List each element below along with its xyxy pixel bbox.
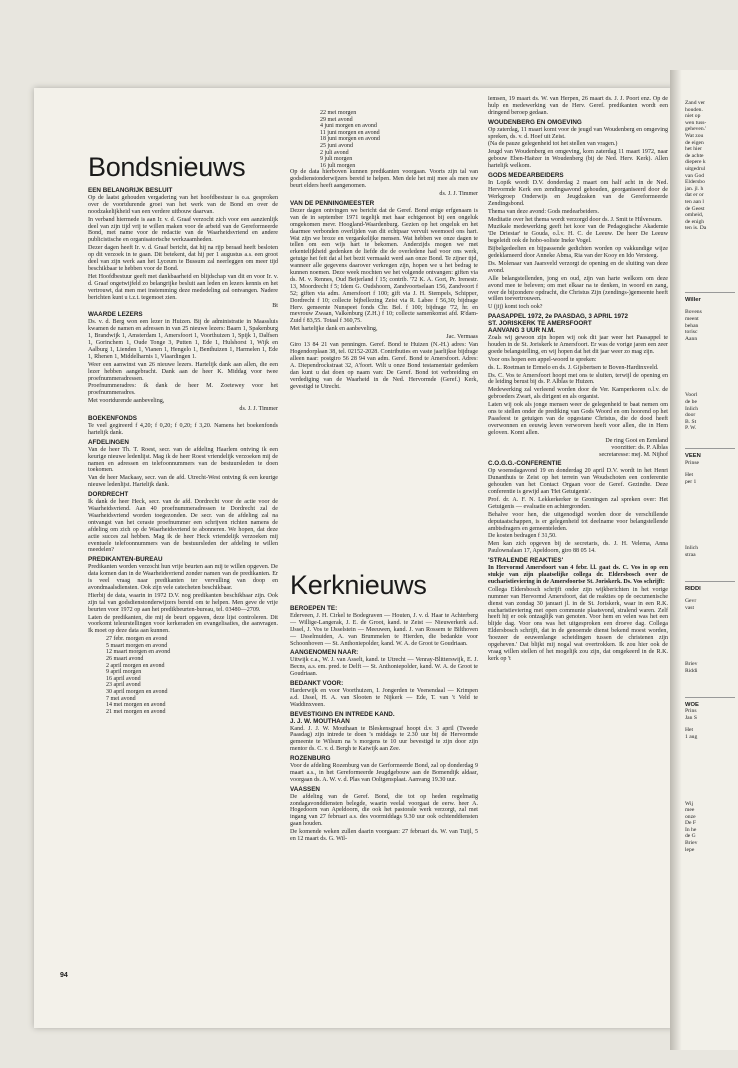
article-title: AANGENOMEN NAAR: — [290, 649, 359, 657]
page-number: 94 — [60, 972, 68, 979]
text-fragment: Aann — [685, 335, 698, 342]
list-item: 18 juni morgen en avond — [320, 136, 380, 143]
text-fragment: Zand ver — [685, 100, 706, 106]
text-fragment: per 1 — [685, 478, 697, 485]
paragraph: In Lopik wordt D.V. donderdag 2 maart om half acht in de Ned. Hervormde Kerk een zendingsavond gehouden, georganiseerd door de Werkgroep Onderwijs en Jeugdzaken van de Gereformeerde Zendingsbond. — [488, 179, 668, 207]
article-title: GODS MEDEARBEIDERS — [488, 172, 564, 180]
text-fragment: Briev — [685, 661, 698, 668]
text-fragment: Briev — [685, 840, 698, 847]
paragraph: Laten de predikanten, die mij de beurt opgaven, deze lijst controleren. Dit voorkomt teleurstellingen voor kerkeraden en evangelisaties, die aanvragen. Ik moet op deze data aan kunnen. — [88, 614, 278, 635]
list-item: 30 april morgen en avond — [106, 689, 168, 696]
paragraph: lemsen, 19 maart ds. W. van Herpen, 26 maart ds. J. J. Poort enz. Op de hulp en medewerking van de Herv. Geref. predikanten wordt een dringend beroep gedaan. — [488, 96, 668, 116]
text-fragment: RIDDI — [685, 585, 701, 592]
text-fragment: dat er or — [685, 192, 704, 199]
text-fragment: de Geest — [685, 205, 705, 212]
list-item: 21 mei morgen en avond — [106, 708, 166, 715]
article-title: DORDRECHT — [88, 491, 129, 499]
text-fragment: Prinse — [685, 459, 699, 466]
paragraph: Voor ons hopen een appel-woord te spreken: — [488, 356, 597, 363]
article-title: PAASAPPEL 1972, 2e PAASDAG, 3 APRIL 1972 — [488, 313, 628, 321]
text-fragment: Prins — [685, 708, 697, 715]
divider — [685, 581, 735, 582]
text-fragment: Eldersbo — [685, 179, 705, 186]
list-item: 16 april avond — [106, 675, 141, 682]
paragraph: Proefnummeradres: ik dank de heer M. Zoetewey voor het proefnummeradres. — [88, 383, 278, 397]
list-item: 22 mei morgen — [320, 110, 357, 116]
article-title: C.O.G.G.-CONFERENTIE — [488, 460, 562, 468]
text-fragment: Wij — [685, 800, 694, 807]
paragraph: Muzikale medewerking geeft het koor van de Pedagogische Akademie 'De Driestar' te Gouda, o.l.v. H. C. de Leeuw. De heer De Leeuw begeleidt ook de hobo-soliste Ineke Vogel. — [488, 224, 668, 245]
signature: Bt — [272, 302, 278, 309]
text-fragment: 1 aug — [685, 733, 698, 740]
text-fragment: ten is. Da — [685, 225, 707, 232]
text-fragment: Willer — [685, 296, 701, 303]
text-fragment: het hier — [685, 146, 702, 153]
article-title: 'STRALENDE REAKTIES' — [488, 557, 564, 565]
text-fragment: Jan S — [685, 714, 697, 721]
text-fragment: wen tuss- — [685, 119, 707, 126]
paragraph: Hierbij de data, waarin in 1972 D.V. nog predikanten beschikbaar zijn. Ook zijn tal van godsdienstonderwijzers bereid om te helpen. Men geve de vrije beurten voor 1972 op aan het predikbeurten-bureau, tel. 03480—2709. — [88, 592, 278, 613]
signature: ds. J. J. Timmer — [439, 191, 478, 198]
paragraph: Alle belangstellenden, jong en oud, zijn van harte welkom om deze avond mee te beleven; om met elkaar na te denken, in woord en zang, over de bijzondere opdracht, die Christus Zijn (zendings-)gemeente heeft willen toevertrouwen. — [488, 275, 668, 303]
column-bondsnieuws — [88, 152, 278, 952]
text-fragment: B. St — [685, 418, 697, 425]
paragraph: Behalve voor hen, die uitgenodigd worden door de verschillende deputaatschappen, is er gelegenheid tot deelname voor belangstellende ambtsdragers en gemeenteleden. — [488, 511, 668, 532]
text-fragment: P. W. — [685, 425, 697, 432]
paragraph: Het Hoofdbestuur geeft met dankbaarheid en blijdschap van dit en voor Ir. v. d. Graaf ongetwijfeld zo belangrijke besluit aan leden en lezers kennis en het vertrouwt, dat men met instemming deze mededeling zal ontvangen. Nadere berichten kunt u t.z.t. tegemoet zien. — [88, 273, 278, 301]
list-item: 12 maart morgen en avond — [106, 649, 171, 656]
text-fragment: lepe — [685, 846, 695, 853]
date-list — [290, 110, 478, 169]
text-fragment: ten aan l — [685, 198, 704, 205]
list-item: 11 juni morgen en avond — [320, 129, 380, 136]
list-item: 25 juni avond — [320, 142, 353, 149]
text-fragment: de G — [685, 833, 696, 840]
article-title: BEROEPEN TE: — [290, 605, 338, 612]
paragraph: Op de laatst gehouden vergadering van het hoofdbestuur is o.a. gesproken over de voortdurende groei van het werk van de Bond en over de noodzakelijkheid van een verdere uitbouw daarvan. — [88, 194, 278, 215]
paragraph: Uitwijk c.a., W. J. van Asselt, kand. te Utrecht — Venray-Blitterswijk, E. J. Becns, a.s. em. pred. te Delft — St. Anthoniepolder, kand. W. A. de Groot te Goudriaan. — [290, 657, 478, 678]
paragraph: Ik dank de heer Heck, secr. van de afd. Dordrecht voor de actie voor de Waarheidsvriend. Aan 40 proefnummeradressen te Dordrecht zal de Waarheidsvriend worden toegezonden. De secr. van de afdeling zal na ontvangst van het ceraste proefnummer een schrijven richten namens de afdeling om zich op de Waarheidsvriend te abonneren. We hopen, dat deze actie succes zal hebben. Mag ik de heer Heck vriendelijk verzoeken mij eventuele telefoonnummers van de bestuursleden der afdeling te willen meedelen? — [88, 499, 278, 554]
list-item: 5 maart morgen en avond — [106, 642, 168, 649]
list-item: 14 mei morgen en avond — [106, 702, 166, 709]
text-fragment: houden. — [685, 106, 703, 113]
paragraph: De afdeling van de Geref. Bond, die tot op heden regelmatig zondagavonddiensten belegde, waarin veelal voorgaat de eerw. heer A. Hogedoorn van Apeldoorn, die ook het pastorale werk verzorgt, zal met ingang van 27 februari a.s. des voormiddags 9.30 uur ook ochtenddiensten gaan houden. — [290, 793, 478, 828]
article-subtitle: ST. JORISKERK TE AMERSFOORT — [488, 320, 592, 328]
paragraph: Kand. J. J. W. Mouthaan te Bleskensgraaf hoopt d.v. 3 april (Tweede Paasdag) zijn intrede te doen 's middags te 2.30 uur bij de Hervormde gemeente te Wilsum na 's morgens te 10 uur bevestigd te zijn door zijn mentor ds. C. v. d. Bergh te Katwijk aan Zee. — [290, 725, 478, 753]
text-fragment: diepere k — [685, 159, 706, 166]
text-fragment: WOE — [685, 701, 699, 708]
article-subtitle: J. J. W. MOUTHAAN — [290, 717, 350, 725]
paragraph: Met hartelijke dank en aanbeveling, — [290, 326, 378, 333]
signature: ds. J. J. Timmer — [239, 406, 278, 413]
list-item: 7 mei avond — [106, 695, 136, 702]
list-item: 4 juni morgen en avond — [320, 123, 377, 130]
paragraph: Laten wij ook als jonge mensen weer de gelegenheid te baat nemen om ons te stellen onder de prediking van Gods Woord en om hoorend op het Paasfeest te getuigen van de opgestane Christus, die de dood heeft overwonnen en eeuwig leven verworven heeft voor allen, die in Hem geloven. Komt allen. — [488, 402, 668, 436]
text-fragment: Het — [685, 727, 694, 734]
article-title: BOEKENFONDS — [88, 415, 137, 423]
column-kerknieuws — [290, 570, 478, 960]
paragraph: Giro 13 84 21 van penningm. Geref. Bond te Huizen (N.-H.) adres: Van Hogendorplaan 38, tel. 02152-2028. Contributies en vaste jaarlijkse bijdrage alleen naar: postgiro 56 28 94 van adm. Geref. Bond te Amersfoort. Adres: A. Diependrockstraat 32, A'foort. Wilt u onze Bond testamentair gedenken dan kunt u dat doen op naam van: De Geref. Bond tot verbreiding en verdediging van de Waarheid in de Ned. Hervormde (Geref.) Kerk, gevestigd te Utrecht. — [290, 342, 478, 390]
paragraph: Men kan zich opgeven bij de secretaris, ds. J. H. Velema, Anna Paulownalaan 17, Apeldoorn, giro 88 05 14. — [488, 541, 668, 555]
paragraph: Ds. C. Vos te Amersfoort hoopt met ons te sluiten, terwijl de opening en de leiding berust bij ds. P. Alblas te Huizen. — [488, 372, 668, 386]
text-fragment: geheven.' — [685, 126, 707, 133]
text-fragment: torisc — [685, 329, 698, 336]
paragraph: Meditatie over het thema wordt verzorgd door ds. J. Smit te Hilversum. — [488, 216, 663, 223]
paragraph: Bijbelgedeelten en bijpassende gedichten worden op vakkundige wijze gedeklameerd door Anneke Abma, Ria van der Kooy en Ido Versteeg. — [488, 246, 668, 260]
text-fragment: Inlich — [685, 405, 699, 412]
paragraph: De kosten bedragen f 31,50. — [488, 533, 557, 540]
article-title: ROZENBURG — [290, 755, 331, 763]
text-fragment: de enigh — [685, 218, 705, 225]
divider — [685, 448, 735, 449]
text-fragment: jan. jl. h — [685, 185, 704, 192]
article-title: BEVESTIGING EN INTREDE KAND. — [290, 710, 395, 718]
paragraph: Harderwijk en voor Voorthuizen, I. Jongerden te Veenendaal — Krimpen a.d. IJssel, H. A. van Slooten te Nijkerk — Ede, T. van 't Veld te Waddinxveen. — [290, 687, 478, 708]
text-fragment: straa — [685, 551, 696, 558]
article-title: PREDIKANTEN-BUREAU — [88, 556, 163, 564]
paragraph: Op de data hierboven kunnen predikanten voorgaan. Voorts zijn tal van godsdienstonderwijzers bereid te helpen. Men dele het mij mee als men uw beurt elders heeft aangenomen. — [290, 169, 478, 190]
paragraph: (Na de pauze gelegenheid tot het stellen van vragen.) — [488, 141, 618, 148]
date-list — [88, 636, 278, 715]
paragraph: Van de heer Mackaay, secr. van de afd. Utrecht-West ontving ik een keurige nieuwe ledenlijst. Hartelijk dank. — [88, 475, 278, 489]
paragraph: Thema van deze avond: Gods medearbeiders. — [488, 208, 599, 215]
signature: voorzitter: ds. P. Alblas — [611, 444, 668, 451]
section-heading-bondsnieuws: Bondsnieuws — [88, 152, 246, 182]
article-title: VAASSEN — [290, 785, 320, 793]
paragraph: Op woensdagavond 19 en donderdag 20 april D.V. wordt in het Henri Dunanthuis te Zeist op het terrein van Woudschoten een conferentie gehouden van het Contact Orgaan voor de Geref. Gezindte. Deze conferentie is gewijd aan 'Het Getuigenis'. — [488, 468, 668, 496]
column-right — [488, 96, 668, 966]
paragraph: Ederveen, J. H. Cirkel te Bodegraven — Houten, J. v. d. Haar te Achterberg — Willige-Langerak, J. E. de Groot, kand. te Zeist — Nieuwerkerk a.d. IJssel, J. Vos te IJsselstein — Meeuwen, kand. J. van Rossem te Bilthoven — IJsselmuiden, A. van Brummelen te Hierden, die bedankte voor Schoonhoven — St. Anthoniepolder, kand. W. A. de Groot te Goudriaan. — [290, 612, 478, 647]
paragraph: Met voortdurende aanbeveling, — [88, 398, 165, 405]
text-fragment: de be — [685, 399, 697, 406]
paragraph: Predikanten worden verzocht hun vrije beurten aan mij te willen opgeven. De data komen dan in de Waarheidsvriend zonder namen van de predikanten. Er is veel vraag naar predikanten ter vervulling van doop en avondmaalsdiensten. Ook zijn vele catecheten beschikbaar. — [88, 564, 278, 591]
text-fragment: van God — [685, 172, 705, 179]
list-item: 26 maart avond — [106, 656, 144, 663]
paragraph: ds. L. Roetman te Ermelo en ds. J. Gijsbertsen te Boven-Hardinxveld. — [488, 364, 659, 371]
signature: secretaresse: mej. M. Nijhof — [599, 451, 668, 458]
list-item: 29 mei avond — [320, 116, 353, 123]
list-item: 27 febr. morgen en avond — [106, 636, 168, 643]
paragraph: Op zaterdag, 11 maart komt voor de jeugd van Woudenberg en omgeving spreken, ds. v. d. Hoef uit Zeist. — [488, 126, 668, 140]
text-fragment: vast — [685, 604, 695, 611]
paragraph: Jeugd van Woudenberg en omgeving, kom zaterdag 11 maart 1972, naar gebouw Eben-Haëzer in Woudenberg (bij de Ned. Herv. Kerk). Allen hartelijk welkom. — [488, 149, 668, 170]
paragraph: Voor de afdeling Rozenburg van de Gerformeerde Bond, zal op donderdag 9 maart a.s., in het Gereformeerde Jeugdgebouw aan de Bomendijk aldaar, voorgaan ds. A. W. v. d. Plas van Ooltgensplaat. Aanvang 19.30 uur. — [290, 763, 478, 783]
text-fragment: uitgedrul — [685, 165, 706, 172]
paragraph: Ds. v. d. Berg won een lezer in Huizen. Bij de administratie in Maassluis kwamen de namen en adressen in van 25 nieuwe lezers: Baarn 1, Spakenburg 1, Brandwijk 1, Amsterdam 1, Amersfoort 1, Voorthuizen 1, Spijk 1, Dalfsen 1, Gorinchem 1, Oude Tonge 3, Putten 1, Ede 1, Hulshorst 1, Wijk en Aalburg 1, Lienden 1, Vianen 1, Hengelo 1, Benthuizen 1, Harmelen 1, Ede 1, Rhenen 1, Middelharnis 1, Vlaardingen 1. — [88, 319, 278, 360]
paragraph: Te veel gegireerd f 4,20; f 0,20; f 0,20; f 3,20. Namens het boekenfonds hartelijk dank. — [88, 423, 278, 436]
text-fragment: Het — [685, 472, 694, 479]
divider — [685, 697, 735, 698]
paragraph: Prof. dr. A. F. N. Lekkerkerker te Groningen zal spreken over: Het Getuigenis — evaluatie en achtergronden. — [488, 496, 668, 510]
binding-gutter — [670, 70, 682, 1050]
article-title: AFDELINGEN — [88, 438, 129, 446]
article-title: WAARDE LEZERS — [88, 311, 143, 319]
article-title: WOUDENBERG EN OMGEVING — [488, 118, 582, 126]
text-fragment: de eigen — [685, 139, 704, 146]
list-item: 2 april morgen en avond — [106, 662, 165, 669]
text-fragment: omheid, — [685, 212, 704, 219]
list-item: 9 juli morgen — [320, 156, 353, 163]
paragraph: Medewerking zal verleend worden door de Ver. Kamperkoren o.l.v. de gebroeders Zwart, als dirigent en als organist. — [488, 387, 668, 401]
list-item: 23 april avond — [106, 682, 141, 689]
list-item: 2 juli avond — [320, 149, 349, 156]
text-fragment: De F — [685, 820, 697, 827]
article-title: VAN DE PENNINGMEESTER — [290, 199, 375, 207]
section-heading-kerknieuws: Kerknieuws — [290, 570, 427, 600]
text-fragment: Wat zou — [685, 132, 704, 139]
text-fragment: mee — [685, 807, 695, 814]
text-fragment: onze — [685, 813, 696, 820]
text-fragment: Bovens — [685, 309, 702, 316]
paragraph: Zoals wij gewoon zijn hopen wij ook dit jaar weer het Paasappel te houden in de St. Joriskerk te Amersfoort. Er was de vorige jaren een zeer goede belangstelling, en wij hopen dat het dit jaar weer zo mag zijn. — [488, 335, 668, 355]
column-middle-top — [290, 110, 478, 570]
text-fragment: de achte — [685, 152, 704, 159]
text-fragment: Riddi — [685, 667, 698, 674]
paragraph: De komende weken zullen daarin voorgaan: 27 februari ds. W. van Tuijl, 5 en 12 maart ds. G. Wil- — [290, 829, 478, 843]
text-fragment: Inlich — [685, 545, 699, 552]
text-fragment: Voorl — [685, 392, 698, 399]
paragraph: Dezer dagen heeft Ir. v. d. Graaf bericht, dat hij na rijp beraad heeft besloten op dit verzoek in te gaan. Dit betekent, dat hij per 1 augustus a.s. een groot deel van zijn werk aan het Lyceum te Bussum zal neerleggen om meer tijd beschikbaar te hebben voor de Bond. — [88, 245, 278, 272]
list-item: 9 april morgen — [106, 669, 142, 676]
text-fragment: Gevr — [685, 598, 697, 605]
text-fragment: meent — [685, 316, 699, 323]
text-fragment-group — [682, 100, 738, 853]
list-item: 16 juli morgen — [320, 162, 356, 169]
text-fragment: behan — [685, 322, 699, 329]
text-fragment: niet op — [685, 113, 701, 120]
text-fragment: door — [685, 412, 696, 419]
signature: De ring Gooi en Eemland — [605, 437, 668, 444]
text-fragment: In he — [685, 826, 697, 833]
next-page-edge — [682, 70, 738, 1050]
signature: Jac. Vermaas — [446, 334, 478, 341]
paragraph: U (jij) komt toch ook? — [488, 304, 543, 311]
paragraph: In verband hiermede is aan Ir. v. d. Graaf verzocht zich voor een aanzienlijk deel van zijn tijd vrij te willen maken voor de arbeid van de Gereformeerde Bond, met name voor de redactie van de Waarheidsvriend en andere publicistische en organisatorische werkzaamheden. — [88, 216, 278, 244]
article-title: BEDANKT VOOR: — [290, 680, 344, 688]
article-subtitle: AANVANG 3 UUR N.M. — [488, 327, 556, 335]
paragraph: Van de heer Th. T. Roest, secr. van de afdeling Haarlem ontving ik een keurige nieuwe ledenlijst. Mag ik de heer Roest vriendelijk verzoeken mij de namen en adressen en telefoonnummers van de bestuursleden te doen toekomen. — [88, 446, 278, 474]
article-title: EEN BELANGRIJK BESLUIT — [88, 187, 173, 194]
text-fragment: VEEN — [685, 453, 701, 459]
paragraph: In Hervormd Amersfoort van 4 febr. l.l. gaat ds. C. Vos in op een stukje van zijn plaatselijke collega dr. Eldersbosch over de eucharistieviering in de Amersfoortse St. Joriskerk. Ds. Vos schrijft: — [488, 565, 668, 585]
divider — [685, 292, 735, 293]
paragraph: Ds. Molenaar van Jaarsveld verzorgt de opening en de sluiting van deze avond. — [488, 260, 668, 274]
paragraph: Weer een aanwinst van 26 nieuwe lezers. Hartelijk dank aan allen, die een lezer hebben aangebracht. Dank aan de heer K. Middag voor twee proefnummeradressen. — [88, 361, 278, 382]
paragraph: Dezer dagen ontvingen we bericht dat de Geref. Bond enige erfgenaam is van de in september 1971 tegelijk met haar echtgenoot bij een ongeluk omgekomen mevr. Hoogland-Waardenburg. Gezien op het ongeluk en het daarmee verbonden overlijden van dit echtpaar vervult weemoed ons hart. Wat zijn we broze en vergankelijke mensen. Wat hebben we onze dagen te tellen om een wijs hart te bekomen. Anderzijds mogen we met erkentelijkheid gedenken de liefde die de overledene had voor ons werk, getuige het feit dat al het bezit vermaakt werd aan onze Bond. Te zijner tijd, wanneer alle gegevens daarover verkregen zijn, hopen we u het bedrag te kunnen noemen. Deze week mochten we het volgende ontvangen: giften via ds. M. v. Rennes, Oud Beijerland f 15; contrib. '72 K. A. Gort, Pr. Irenestr. 13, Moordrecht f 5; Idem G. Oudshoorn, Zandvoortselaan 156, Zandvoort f 52; giften via adm. Amersfoort f 100; gift via J. H. Stempels, Schipper, Dordrecht f 10; collecte bijbellezing Zeist via R. Labee f 56,30; bijdrage Herv. gemeente Nunspeet fonds Chr. Bel. f 100; bijdrage '72, hr. en mevrouw Zwaan, Valkenburg (Z.H.) f 10; collecte samenkomst afd. R'dam-Zuid f 83,55. Totaal f 360,75. — [290, 207, 478, 325]
paragraph: Collega Eldersbosch schrijft onder zijn wijkberichten in het vorige nummer van Hervormd Amersfoort, dat de reakties op de oecumenische dienst van zondag 30 januari jl. in de St. Joriskerk, waar in een R.K. eucharistieviering met open communie plaatsvond, stralend waren. Zelf heeft hij er ook ontzaglijk van genoten. Voor hem en velen was het een blijde dag. Voor ons was het uitgesproken een droeve dag. Collega Eldersbosch schrijft, dat in de genoemde dienst bekend moest worden, 'hoezeer de eeuwenlange scheidingen tussen de christenen zijn opgeheven.' Dat blijkt mij nogal wat overtrokken. Ik zou hier ook de vraag willen stellen of het mogelijk zou zijn, dat omgekeerd in de R.K. kerk op 't — [488, 586, 668, 662]
